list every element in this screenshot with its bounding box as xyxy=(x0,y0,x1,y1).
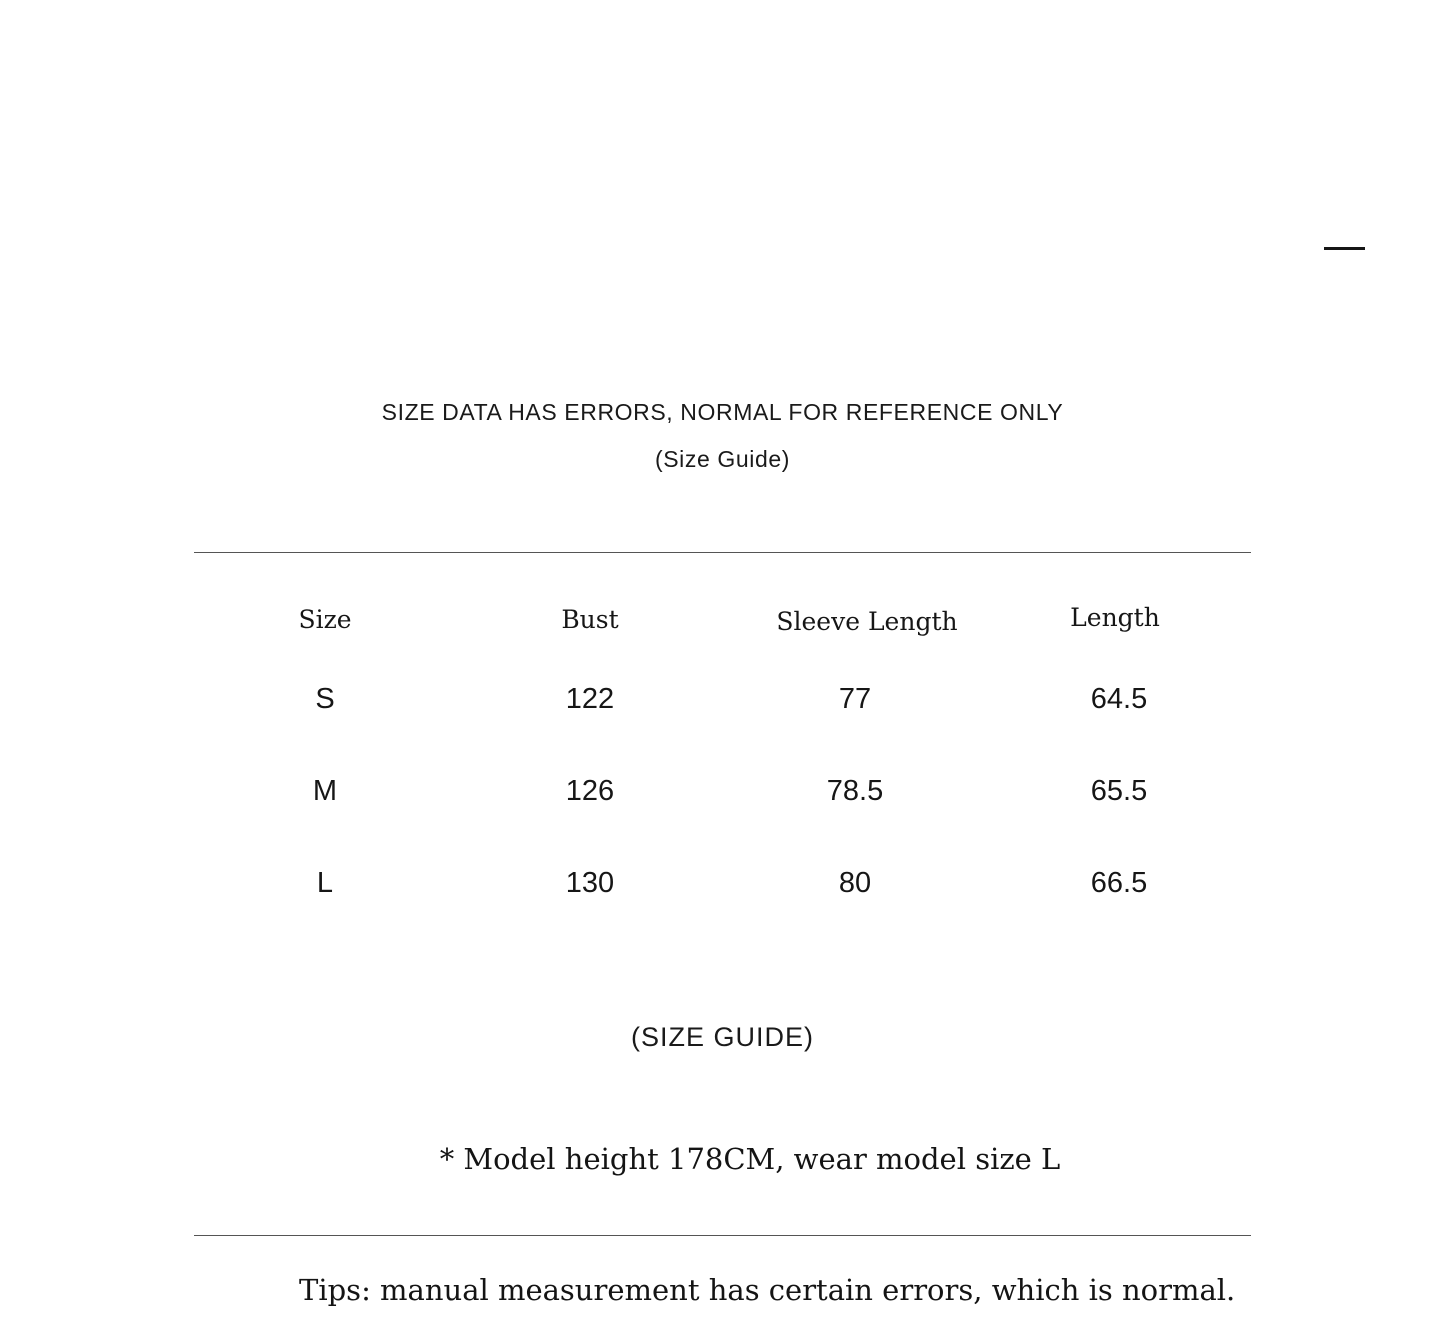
cell-sleeve-length: 77 xyxy=(838,683,872,715)
cell-length: 66.5 xyxy=(1090,867,1148,899)
table-top-divider xyxy=(194,552,1251,553)
cell-size: M xyxy=(312,775,338,807)
column-header-size: Size xyxy=(298,605,352,634)
cell-sleeve-length: 78.5 xyxy=(826,775,884,807)
column-header-length: Length xyxy=(1070,603,1160,632)
size-disclaimer: SIZE DATA HAS ERRORS, NORMAL FOR REFERENCE ONLY xyxy=(381,399,1064,425)
cell-size: S xyxy=(315,683,335,715)
minus-icon xyxy=(1324,247,1365,250)
column-header-bust: Bust xyxy=(561,605,619,634)
cell-length: 65.5 xyxy=(1090,775,1148,807)
model-height-note: * Model height 178CM, wear model size L xyxy=(439,1142,1061,1176)
cell-bust: 126 xyxy=(565,775,615,807)
cell-bust: 130 xyxy=(565,867,615,899)
cell-length: 64.5 xyxy=(1090,683,1148,715)
size-guide-caption: (SIZE GUIDE) xyxy=(630,1022,814,1052)
measurement-tips: Tips: manual measurement has certain errors, which is normal. xyxy=(299,1273,1236,1307)
column-header-sleeve-length: Sleeve Length xyxy=(776,607,958,636)
tips-divider xyxy=(194,1235,1251,1236)
cell-sleeve-length: 80 xyxy=(838,867,872,899)
cell-bust: 122 xyxy=(565,683,615,715)
size-guide-subtitle: (Size Guide) xyxy=(654,446,791,472)
cell-size: L xyxy=(316,867,334,899)
